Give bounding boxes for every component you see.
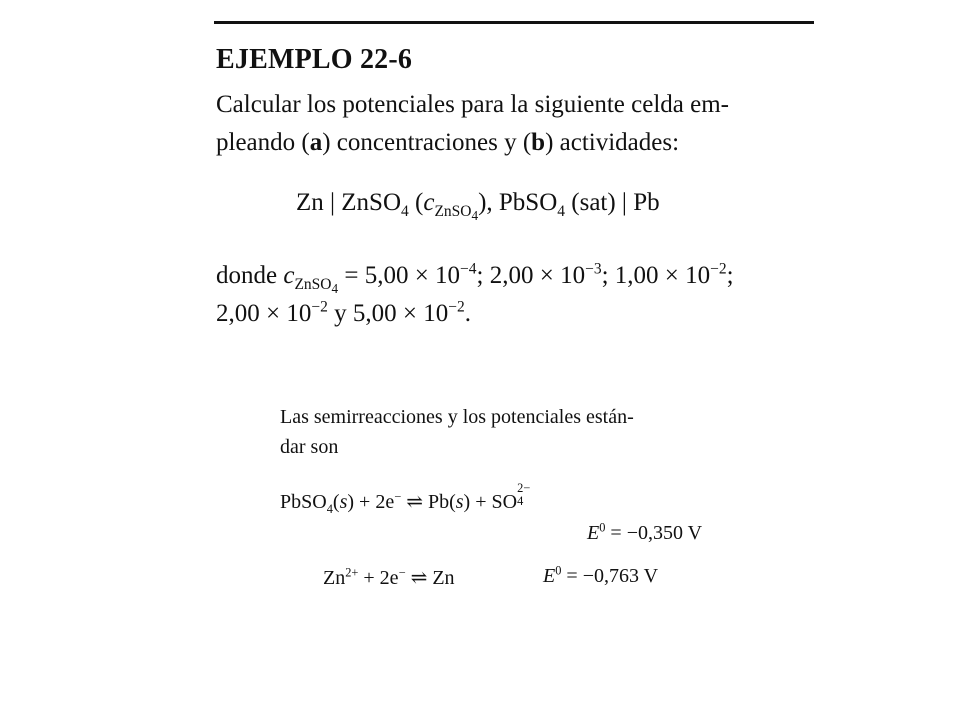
half-reaction-lead	[280, 481, 539, 516]
potential-zinc	[543, 565, 658, 588]
solution-line-1: Las semirreacciones y los potenciales están-	[280, 406, 634, 428]
cell-part-4: (sat) | Pb	[565, 189, 660, 216]
rxn1-f-sup: 2−	[517, 481, 531, 496]
conc-e5: −2	[311, 298, 328, 316]
example-heading: EJEMPLO 22-6	[216, 44, 413, 75]
conc-c-sub: ZnSO	[294, 276, 332, 293]
rxn1-f-sub: 4	[517, 493, 524, 508]
cell-part-2: (	[408, 189, 424, 216]
solution-line-2: dar son	[280, 436, 339, 458]
rxn1-b: (	[332, 491, 340, 513]
e2-symbol: E	[543, 565, 556, 587]
rxn1-sulfate-charge	[517, 481, 539, 508]
rxn1-a: PbSO	[280, 491, 327, 513]
conc-donde: donde	[216, 262, 284, 289]
cell-part-1: Zn | ZnSO	[296, 189, 402, 216]
cell-notation	[296, 189, 660, 224]
conc-v3: ; 1,00 × 10	[601, 262, 711, 289]
e1-sup: 0	[599, 520, 606, 535]
e1-value: = −0,350 V	[605, 522, 703, 544]
cell-sub-2: 4	[557, 203, 566, 220]
intro-line-1: Calcular los potenciales para la siguiente celda em-	[216, 91, 729, 118]
rxn2-b-sup: −	[398, 565, 406, 580]
intro-line-2-a: pleando (	[216, 129, 310, 156]
intro-bold-b: b	[531, 129, 546, 156]
intro-line-2-c: ) actividades:	[545, 129, 680, 156]
potential-lead	[587, 522, 702, 545]
conc-v5: 2,00 × 10	[216, 300, 312, 327]
cell-part-3: ), PbSO	[478, 189, 558, 216]
solution-text	[280, 402, 750, 462]
rxn1-c: ) + 2e	[347, 491, 395, 513]
conc-v1: = 5,00 × 10	[338, 262, 461, 289]
conc-c-sub-sub: 4	[331, 281, 339, 297]
conc-e3: −2	[710, 260, 727, 278]
concentration-list	[216, 257, 816, 333]
conc-v6: y 5,00 × 10	[327, 300, 449, 327]
rxn2-b: + 2e	[358, 567, 399, 589]
intro-line-2-b: ) concentraciones y (	[322, 129, 532, 156]
e2-value: = −0,763 V	[561, 565, 659, 587]
e1-symbol: E	[587, 522, 600, 544]
conc-v7: .	[464, 300, 471, 327]
conc-v2: ; 2,00 × 10	[476, 262, 586, 289]
rxn1-state-1: s	[339, 491, 348, 513]
conc-c-subscript	[294, 276, 339, 297]
rxn1-state-2: s	[455, 491, 464, 513]
intro-bold-a: a	[309, 129, 323, 156]
rxn2-a: Zn	[323, 567, 346, 589]
rxn1-c-sup: −	[394, 489, 402, 504]
conc-e2: −3	[585, 260, 602, 278]
rxn1-a-sub: 4	[326, 502, 333, 516]
e2-sup: 0	[555, 563, 562, 578]
conc-e1: −4	[460, 260, 477, 278]
cell-c-subscript	[434, 203, 479, 224]
top-rule	[214, 21, 814, 24]
rxn2-c: ⇌ Zn	[405, 567, 455, 589]
example-intro	[216, 86, 816, 162]
rxn1-e: ) + SO	[463, 491, 518, 513]
rxn1-d: ⇌ Pb(	[401, 491, 456, 513]
conc-e6: −2	[448, 298, 465, 316]
half-reaction-zinc	[323, 565, 455, 590]
cell-c-symbol: c	[423, 189, 435, 216]
cell-c-sub: ZnSO	[434, 203, 472, 220]
conc-v4: ;	[726, 262, 734, 289]
cell-c-sub-sub: 4	[471, 208, 479, 224]
conc-c-symbol: c	[283, 262, 295, 289]
cell-sub-1: 4	[401, 203, 409, 220]
rxn2-a-sup: 2+	[345, 565, 359, 580]
